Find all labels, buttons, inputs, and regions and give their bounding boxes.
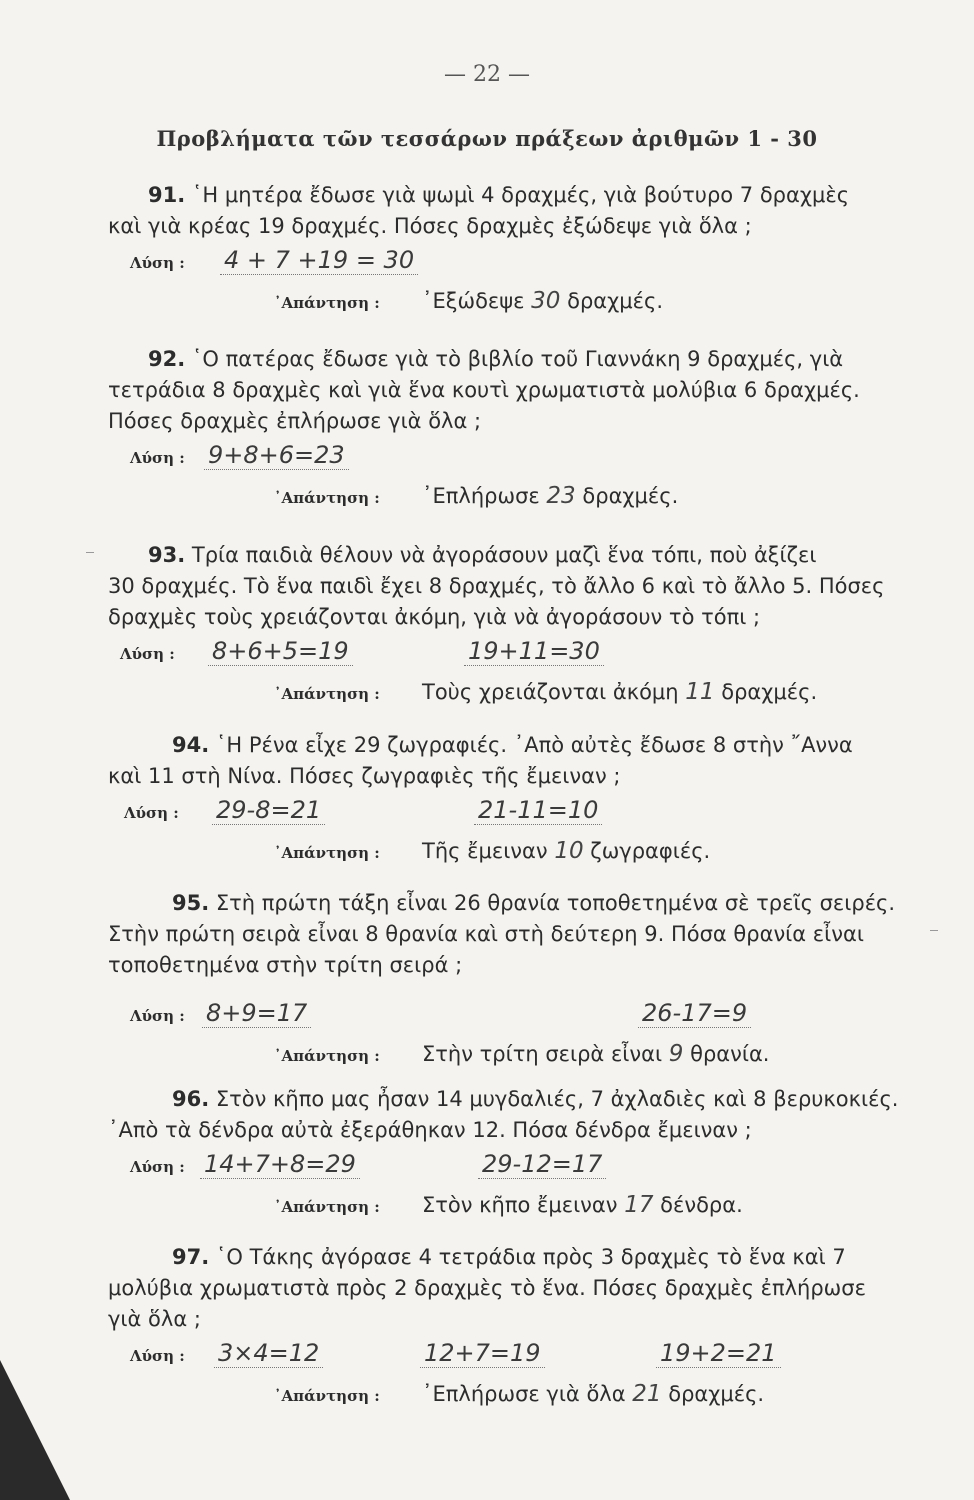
solution-label: Λύση : <box>120 645 175 663</box>
scan-mark <box>930 930 938 931</box>
handwritten-work: 26-17=9 <box>638 999 751 1028</box>
answer-value: 10 <box>554 838 584 864</box>
problem-text-line: Στὴ πρώτη τάξη εἶναι 26 θρανία τοποθετημένα σὲ τρεῖς σειρές. <box>215 891 896 915</box>
answer-line <box>108 677 908 713</box>
problem-number: 96. <box>172 1087 210 1111</box>
problem-number: 91. <box>148 183 186 207</box>
answer-unit: δραχμές. <box>721 680 818 704</box>
answer-line <box>108 1039 908 1075</box>
answer-label: ᾿Απάντηση : <box>274 1198 380 1216</box>
problem-text-line: Στὸν κῆπο μας ἦσαν 14 μυγδαλιές, 7 ἀχλαδιὲς καὶ 8 βερυκοκιές. <box>215 1087 899 1111</box>
problem-number: 94. <box>172 733 210 757</box>
problem-text-line: γιὰ ὅλα ; <box>108 1307 201 1331</box>
problem-number: 95. <box>172 891 210 915</box>
answer-line <box>108 481 908 517</box>
problem-96 <box>108 1084 908 1226</box>
answer-value: 9 <box>668 1041 684 1067</box>
problem-text-line: Πόσες δραχμὲς ἐπλήρωσε γιὰ ὅλα ; <box>108 409 482 433</box>
answer-label: ᾿Απάντηση : <box>274 1387 380 1405</box>
page-number: — 22 — <box>444 62 530 87</box>
answer-value: 11 <box>685 679 715 705</box>
problem-91 <box>108 180 908 322</box>
answer-value: 17 <box>624 1192 654 1218</box>
handwritten-work: 21-11=10 <box>474 796 602 825</box>
problem-text-line: Στὴν πρώτη σειρὰ εἶναι 8 θρανία καὶ στὴ δεύτερη 9. Πόσα θρανία εἶναι <box>108 922 864 946</box>
solution-line <box>108 637 908 673</box>
answer-unit: θρανία. <box>690 1042 770 1066</box>
answer-unit: δραχμές. <box>668 1382 765 1406</box>
handwritten-work: 8+6+5=19 <box>208 637 353 666</box>
page-heading: Προβλήματα τῶν τεσσάρων πράξεων ἀριθμῶν 1 - 30 <box>156 126 818 151</box>
solution-line <box>108 246 908 282</box>
solution-label: Λύση : <box>130 449 185 467</box>
problem-text-line: ῾Ο πατέρας ἔδωσε γιὰ τὸ βιβλίο τοῦ Γιαννάκη 9 δραχμές, γιὰ <box>191 347 844 371</box>
problem-text-line: μολύβια χρωματιστὰ πρὸς 2 δραχμὲς τὸ ἕνα. Πόσες δραχμὲς ἐπλήρωσε <box>108 1276 866 1300</box>
solution-line <box>108 999 908 1035</box>
answer-line <box>108 836 908 872</box>
answer-line <box>108 1190 908 1226</box>
problem-text-line: δραχμὲς τοὺς χρειάζονται ἀκόμη, γιὰ νὰ ἀγοράσουν τὸ τόπι ; <box>108 605 761 629</box>
handwritten-work: 9+8+6=23 <box>204 441 349 470</box>
answer-label: ᾿Απάντηση : <box>274 294 380 312</box>
handwritten-work: 14+7+8=29 <box>200 1150 360 1179</box>
problem-number: 97. <box>172 1245 210 1269</box>
answer-value: 21 <box>632 1381 662 1407</box>
problem-text-line: ῾Η Ρένα εἶχε 29 ζωγραφιές. ᾿Απὸ αὐτὲς ἔδωσε 8 στὴν ῎Αννα <box>215 733 853 757</box>
answer-text: ᾿Εξώδεψε <box>422 289 525 313</box>
problem-95 <box>108 888 908 1075</box>
answer-label: ᾿Απάντηση : <box>274 844 380 862</box>
handwritten-work: 3×4=12 <box>214 1339 323 1368</box>
problem-text-line: τοποθετημένα στὴν τρίτη σειρά ; <box>108 953 463 977</box>
problem-97 <box>108 1242 908 1415</box>
problem-text-line: τετράδια 8 δραχμὲς καὶ γιὰ ἕνα κουτὶ χρωματιστὰ μολύβια 6 δραχμές. <box>108 378 860 402</box>
answer-label: ᾿Απάντηση : <box>274 489 380 507</box>
handwritten-work: 29-12=17 <box>478 1150 606 1179</box>
problem-94 <box>108 730 908 872</box>
solution-line <box>108 1150 908 1186</box>
answer-text: ᾿Επλήρωσε γιὰ ὅλα <box>422 1382 626 1406</box>
answer-line <box>108 1379 908 1415</box>
answer-text: Στὴν τρίτη σειρὰ εἶναι <box>422 1042 663 1066</box>
solution-label: Λύση : <box>130 1347 185 1365</box>
scan-mark <box>86 552 94 553</box>
answer-value: 23 <box>546 483 576 509</box>
handwritten-work: 12+7=19 <box>420 1339 545 1368</box>
answer-unit: δένδρα. <box>660 1193 743 1217</box>
problem-text-line: ᾿Απὸ τὰ δένδρα αὐτὰ ἐξεράθηκαν 12. Πόσα δένδρα ἔμειναν ; <box>108 1118 752 1142</box>
problem-text-line: 30 δραχμές. Τὸ ἕνα παιδὶ ἔχει 8 δραχμές, τὸ ἄλλο 6 καὶ τὸ ἄλλο 5. Πόσες <box>108 574 885 598</box>
problem-text-line: Τρία παιδιὰ θέλουν νὰ ἀγοράσουν μαζὶ ἕνα τόπι, ποὺ ἀξίζει <box>191 543 817 567</box>
answer-value: 30 <box>531 288 561 314</box>
answer-label: ᾿Απάντηση : <box>274 1047 380 1065</box>
handwritten-work: 8+9=17 <box>202 999 311 1028</box>
problem-93 <box>108 540 908 713</box>
answer-unit: ζωγραφιές. <box>590 839 711 863</box>
solution-line <box>108 441 908 477</box>
answer-text: ᾿Επλήρωσε <box>422 484 540 508</box>
solution-label: Λύση : <box>124 804 179 822</box>
answer-text: Στὸν κῆπο ἔμειναν <box>422 1193 618 1217</box>
handwritten-work: 19+11=30 <box>464 637 604 666</box>
answer-text: Τοὺς χρειάζονται ἀκόμη <box>422 680 679 704</box>
problem-number: 93. <box>148 543 186 567</box>
problem-92 <box>108 344 908 517</box>
solution-line <box>108 1339 908 1375</box>
problem-text-line: καὶ γιὰ κρέας 19 δραχμές. Πόσες δραχμὲς ἐξώδεψε γιὰ ὅλα ; <box>108 214 752 238</box>
solution-label: Λύση : <box>130 254 185 272</box>
problem-text-line: ῾Ο Τάκης ἀγόρασε 4 τετράδια πρὸς 3 δραχμὲς τὸ ἕνα καὶ 7 <box>215 1245 846 1269</box>
answer-text: Τῆς ἔμειναν <box>422 839 548 863</box>
problem-text-line: ῾Η μητέρα ἔδωσε γιὰ ψωμὶ 4 δραχμές, γιὰ βούτυρο 7 δραχμὲς <box>191 183 850 207</box>
handwritten-work: 29-8=21 <box>212 796 325 825</box>
scan-edge-shadow <box>0 1360 70 1500</box>
answer-line <box>108 286 908 322</box>
answer-label: ᾿Απάντηση : <box>274 685 380 703</box>
handwritten-work: 19+2=21 <box>656 1339 781 1368</box>
solution-label: Λύση : <box>130 1158 185 1176</box>
problem-number: 92. <box>148 347 186 371</box>
answer-unit: δραχμές. <box>567 289 663 313</box>
answer-unit: δραχμές. <box>582 484 679 508</box>
solution-line <box>108 796 908 832</box>
handwritten-work: 4 + 7 +19 = 30 <box>220 246 418 275</box>
solution-label: Λύση : <box>130 1007 185 1025</box>
problem-text-line: καὶ 11 στὴ Νίνα. Πόσες ζωγραφιὲς τῆς ἔμειναν ; <box>108 764 621 788</box>
